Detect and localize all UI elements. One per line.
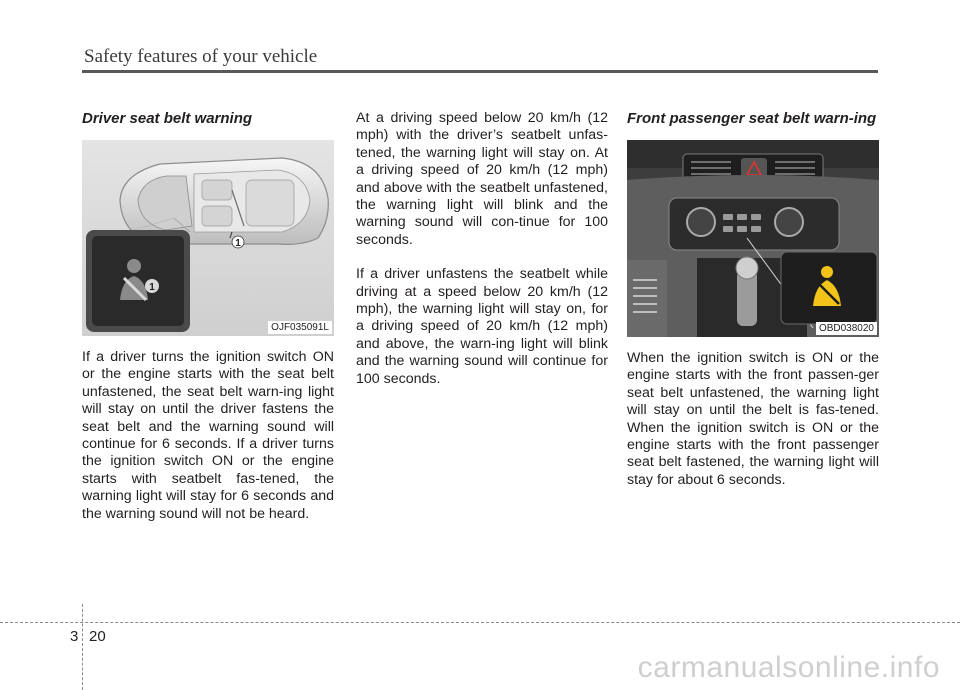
speed-warning-paragraph: At a driving speed below 20 km/h (12 mph) with the driver’s seatbelt unfas-tened, the warning light will stay on. At a driving speed of 20 km/h (12 mph) and above with the seatbelt unfastened, the warning light will blink and the warning sound will con-tinue for 100 seconds. <box>356 110 608 248</box>
car-top-view-illustration <box>82 140 334 336</box>
page-number: 20 <box>89 628 106 645</box>
figure-code: OJF035091L <box>268 321 332 334</box>
center-console-illustration <box>627 140 879 337</box>
left-column <box>82 110 334 523</box>
footer-vertical-divider <box>82 604 84 690</box>
section-title-passenger-belt: Front passenger seat belt warn-ing <box>627 110 877 127</box>
header-divider <box>82 70 878 73</box>
watermark-text: carmanualsonline.info <box>637 651 940 684</box>
svg-text:1: 1 <box>149 282 155 293</box>
passenger-belt-paragraph: When the ignition switch is ON or the engine starts with the front passen-ger seat belt unfastened, the warning light will stay on until the belt is fas-tened. When the ignition switch is ON or the engine starts with the front passenger seat belt fastened, the warning light will stay for about 6 seconds. <box>627 350 879 488</box>
middle-column <box>356 110 608 388</box>
figure-code: OBD038020 <box>816 322 877 335</box>
footer-divider <box>0 622 960 624</box>
section-title-driver-belt: Driver seat belt warning <box>82 110 253 127</box>
figure-car-seatbelt <box>82 140 334 336</box>
figure-dashboard <box>627 140 879 337</box>
page-header-title: Safety features of your vehicle <box>84 46 318 67</box>
callout-number: 1 <box>235 238 241 249</box>
chapter-number: 3 <box>70 628 79 645</box>
unfasten-warning-paragraph: If a driver unfastens the seatbelt while driving at a speed below 20 km/h (12 mph), the warning light will stay on, for a driving speed of 20 km/h (12 mph) and above, the warn-ing light will blink and the warning sound will continue for 100 seconds. <box>356 266 608 387</box>
driver-belt-paragraph: If a driver turns the ignition switch ON or the engine starts with the seat belt unfastened, the seat belt warn-ing light will stay on until the driver fastens the seat belt and the warning sound will continue for 6 seconds. If a driver turns the ignition switch ON or the engine starts with seatbelt fas-tened, the warning light will stay for 6 seconds and the warning sound will not be heard. <box>82 349 334 522</box>
right-column <box>627 110 879 489</box>
